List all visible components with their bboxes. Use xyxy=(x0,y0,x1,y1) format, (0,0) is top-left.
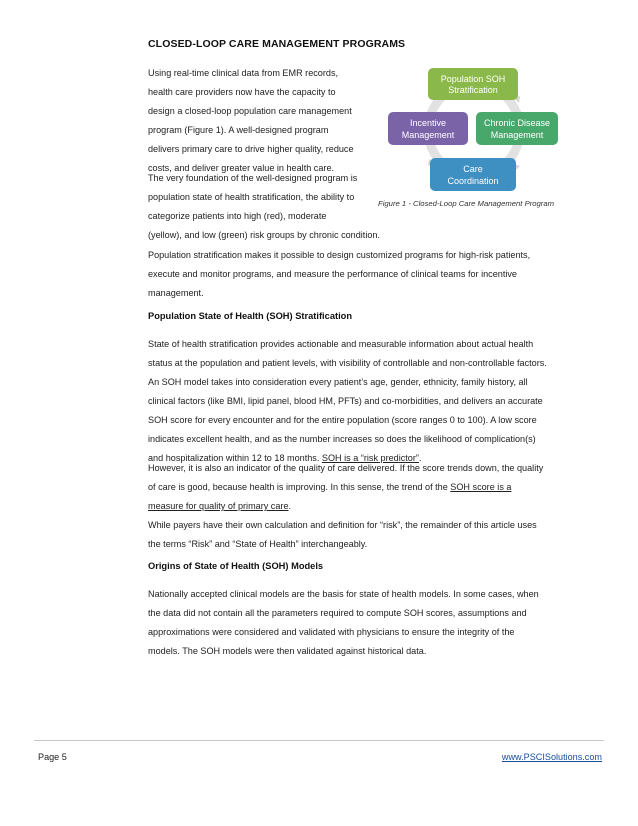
text-line: delivers primary care to drive higher quality, reduce xyxy=(148,144,354,154)
node-label: Population SOH xyxy=(440,74,506,84)
text-segment: and hospitalization within 12 to 18 months. xyxy=(148,453,322,463)
text-line: While payers have their own calculation and definition for “risk”, the remainder of this article uses xyxy=(148,520,537,530)
text-line: approximations were considered and validated with physicians to ensure the integrity of the xyxy=(148,627,515,637)
section-heading-soh-stratification: Population State of Health (SOH) Stratification xyxy=(148,311,353,321)
text-line: management. xyxy=(148,288,204,298)
text-line: costs, and deliver greater value in health care. xyxy=(148,163,335,173)
text-line xyxy=(148,478,543,497)
paragraph-quality-indicator xyxy=(148,459,543,516)
website-link[interactable]: www.PSCISolutions.com xyxy=(501,752,602,762)
text-line: Using real-time clinical data from EMR records, xyxy=(148,68,339,78)
node-label: Management xyxy=(490,130,544,140)
paragraph-risk-terms xyxy=(148,516,537,554)
text-line: design a closed-loop population care management xyxy=(148,106,352,116)
soh-score-link[interactable]: SOH score is a xyxy=(450,482,512,492)
text-segment: . xyxy=(418,453,422,463)
node-box xyxy=(428,68,518,100)
text-line: models. The SOH models were then validated against historical data. xyxy=(148,646,427,656)
node-box xyxy=(430,158,516,191)
text-line: status at the population and patient levels, with visibility of controllable and non-controllable factors. xyxy=(148,358,547,368)
node-label: Stratification xyxy=(448,85,498,95)
paragraph-soh-origins xyxy=(148,585,539,661)
text-line: (yellow), and low (green) risk groups by chronic condition. xyxy=(148,230,380,240)
text-line: However, it is also an indicator of the quality of care delivered. If the score trends down, the quality xyxy=(148,463,544,473)
node-chronic-disease xyxy=(476,112,558,145)
text-line: Population stratification makes it possible to design customized programs for high-risk patients, xyxy=(148,250,531,260)
text-line xyxy=(148,497,543,516)
text-line: the data did not contain all the parameters required to compute SOH scores, assumptions and xyxy=(148,608,527,618)
text-line: Nationally accepted clinical models are the basis for state of health models. In some cases, when xyxy=(148,589,539,599)
footer-divider xyxy=(34,740,604,741)
text-line: the terms “Risk” and “State of Health” interchangeably. xyxy=(148,539,368,549)
text-line: An SOH model takes into consideration every patient’s age, gender, ethnicity, family history, all xyxy=(148,377,528,387)
text-line: population state of health stratification, the ability to xyxy=(148,192,355,202)
text-line: SOH score for every encounter and for the entire population (score ranges 0 to 100). A low score xyxy=(148,415,537,425)
node-population-soh xyxy=(428,68,518,100)
text-line: State of health stratification provides actionable and measurable information about actual health xyxy=(148,339,534,349)
text-line: clinical factors (like BMI, lipid panel, blood HM, PFTs) and co-morbidities, and delivers an accurate xyxy=(148,396,543,406)
text-line: program (Figure 1). A well-designed program xyxy=(148,125,329,135)
node-label: Chronic Disease xyxy=(483,118,551,128)
text-segment: of care is good, because health is improving. In this sense, the trend of the xyxy=(148,482,451,492)
node-care-coordination xyxy=(430,158,516,191)
text-line: indicates excellent health, and as the number increases so does the likelihood of complication(s) xyxy=(148,434,536,444)
node-label: Care xyxy=(463,164,483,174)
risk-predictor-link[interactable]: SOH is a “risk predictor” xyxy=(321,453,419,463)
intro-paragraph-1 xyxy=(148,64,354,178)
node-label: Management xyxy=(401,130,455,140)
page-number: Page 5 xyxy=(38,752,67,762)
text-line: categorize patients into high (red), moderate xyxy=(148,211,327,221)
node-box xyxy=(388,112,468,145)
page-heading: CLOSED-LOOP CARE MANAGEMENT PROGRAMS xyxy=(148,38,406,50)
quality-measure-link[interactable]: measure for quality of primary care xyxy=(148,501,289,511)
node-label: Coordination xyxy=(447,176,499,186)
node-label: Incentive xyxy=(409,118,447,128)
node-incentive-management xyxy=(388,112,468,145)
section-heading-soh-origins: Origins of State of Health (SOH) Models xyxy=(148,561,324,571)
paragraph-soh-stratification xyxy=(148,335,547,468)
figure-caption: Figure 1 - Closed-Loop Care Management Program xyxy=(378,199,555,208)
text-line: health care providers now have the capacity to xyxy=(148,87,336,97)
closed-loop-diagram xyxy=(386,64,562,196)
text-line: The very foundation of the well-designed program is xyxy=(148,173,358,183)
text-segment: . xyxy=(288,501,292,511)
paragraph-stratification xyxy=(148,246,530,303)
text-line: execute and monitor programs, and measure the performance of clinical teams for incentive xyxy=(148,269,517,279)
node-box xyxy=(476,112,558,145)
intro-paragraph-2 xyxy=(148,169,380,245)
